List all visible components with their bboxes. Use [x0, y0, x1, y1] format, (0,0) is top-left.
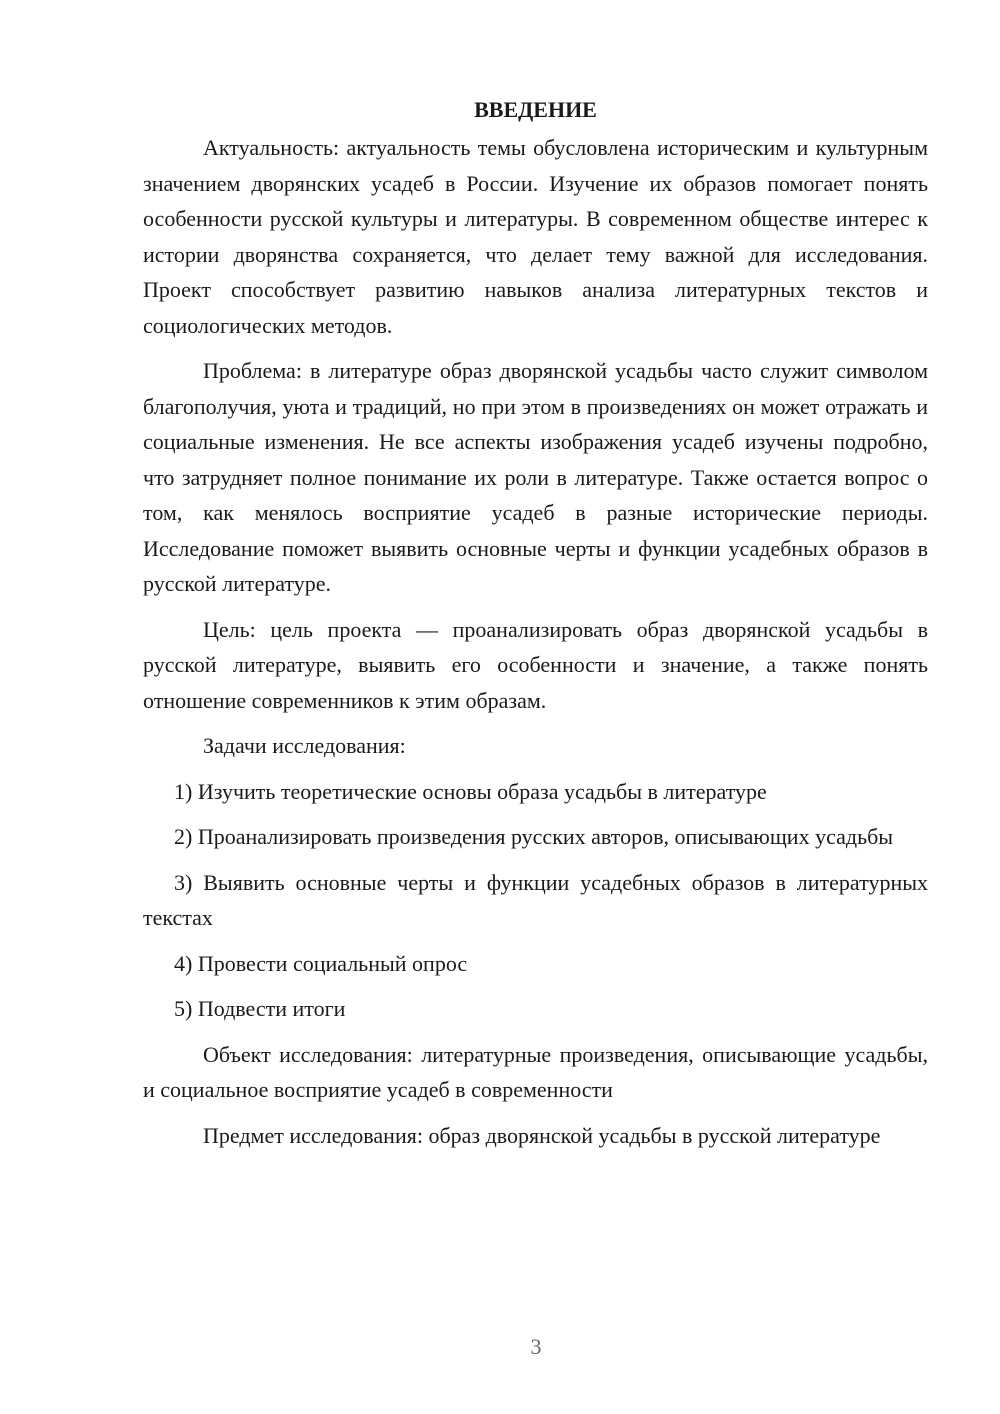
paragraph-goal: Цель: цель проекта — проанализировать образ дворянской усадьбы в русской литературе, выявить его особенности и значение, а также понять отношение современников к этим образам. — [143, 616, 928, 713]
paragraph-problem: Проблема: в литературе образ дворянской усадьбы часто служит символом благополучия, уюта и традиций, но при этом в произведениях он может отражать и социальные изменения. Не все аспекты изображения усадеб изучены подробно, что затрудняет полное понимание их роли в литературе. Также остается вопрос о том, как менялось восприятие усадеб в разные исторические периоды. Исследование поможет выявить основные черты и функции усадебных образов в русской литературе. — [143, 358, 928, 596]
document-title: ВВЕДЕНИЕ — [474, 97, 597, 122]
paragraph-subject: Предмет исследования: образ дворянской усадьбы в русской литературе — [203, 1122, 881, 1148]
paragraph-object: Объект исследования: литературные произведения, описывающие усадьбы, и социальное восприятие усадеб в современности — [143, 1041, 928, 1102]
list-item: 3) Выявить основные черты и функции усадебных образов в литературных текстах — [143, 869, 928, 930]
list-item: 2) Проанализировать произведения русских авторов, описывающих усадьбы — [174, 824, 894, 849]
page-number: 3 — [530, 1334, 542, 1359]
tasks-heading: Задачи исследования: — [203, 733, 406, 758]
tasks-list — [143, 774, 928, 1027]
paragraph-relevance: Актуальность: актуальность темы обусловлена историческим и культурным значением дворянских усадеб в России. Изучение их образов помогает понять особенности русской культуры и литературы. В современном обществе интерес к истории дворянства сохраняется, что делает тему важной для исследования. Проект способствует развитию навыков анализа литературных текстов и социологических методов. — [143, 135, 928, 338]
list-item: 4) Провести социальный опрос — [174, 950, 468, 976]
list-item: 5) Подвести итоги — [174, 996, 346, 1021]
document-page — [143, 96, 928, 1163]
list-item: 1) Изучить теоретические основы образа усадьбы в литературе — [174, 778, 767, 804]
